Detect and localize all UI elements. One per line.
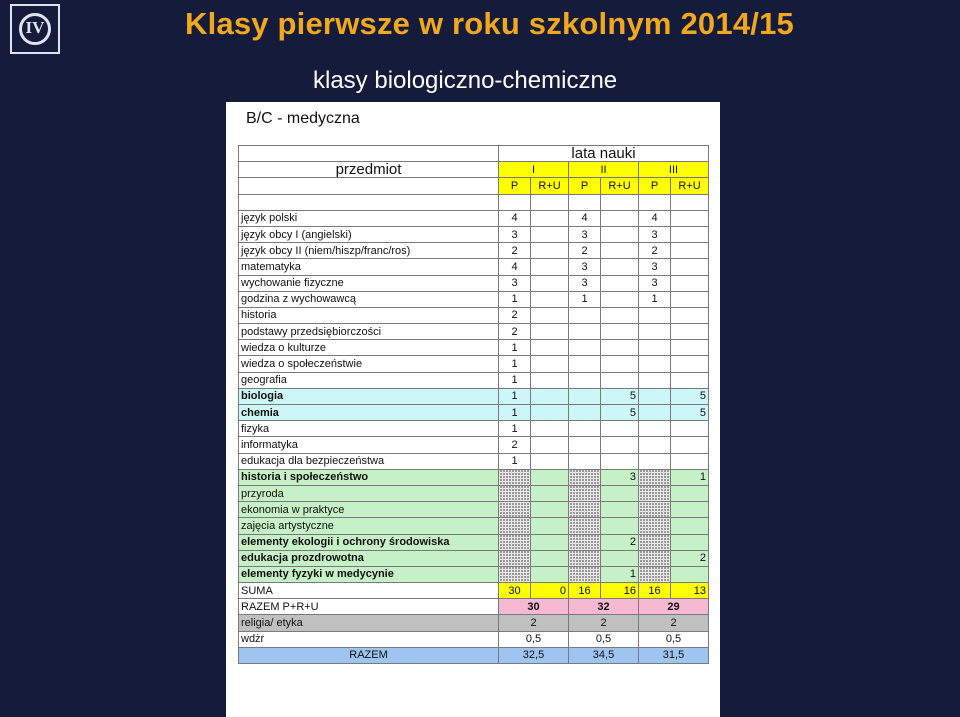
subheader-cell: R+U [531,178,569,194]
hours-cell: 1 [499,356,531,372]
subject-label: historia i społeczeństwo [239,469,499,485]
hours-cell [531,307,569,323]
razem-pru-label: RAZEM P+R+U [239,599,499,615]
hours-cell [531,210,569,226]
table-row [239,550,709,566]
hours-cell [531,356,569,372]
hours-cell [601,421,639,437]
blank-cell [239,146,499,162]
hours-cell: 2 [639,243,671,259]
razem-pru-cell: 30 [499,599,569,615]
hours-cell: 5 [601,388,639,404]
year-header: III [639,162,709,178]
razem-label: RAZEM [239,647,499,663]
hours-cell [531,340,569,356]
hours-cell [671,340,709,356]
wdzr-cell: 0,5 [499,631,569,647]
hours-cell [601,275,639,291]
hours-cell: 3 [601,469,639,485]
hours-cell: 3 [639,275,671,291]
hours-cell [601,550,639,566]
hours-cell [531,550,569,566]
subject-label: ekonomia w praktyce [239,502,499,518]
hours-cell [531,243,569,259]
hours-cell [531,453,569,469]
hours-cell: 2 [499,243,531,259]
hours-cell: 4 [499,259,531,275]
razem-cell: 34,5 [569,647,639,663]
hours-cell: 1 [499,421,531,437]
table-row [239,405,709,421]
hours-cell: 4 [639,210,671,226]
hours-cell [639,388,671,404]
hours-cell [601,502,639,518]
hours-cell [569,566,601,582]
hours-cell [569,421,601,437]
suma-cell: 16 [601,583,639,599]
hours-cell [569,550,601,566]
hours-cell [639,356,671,372]
hours-cell [569,324,601,340]
subject-label: matematyka [239,259,499,275]
subject-label: język obcy II (niem/hiszp/franc/ros) [239,243,499,259]
subject-label: historia [239,307,499,323]
hours-cell [639,405,671,421]
logo-text: IV [25,18,45,37]
hours-cell [601,372,639,388]
subject-label: fizyka [239,421,499,437]
subject-label: chemia [239,405,499,421]
hours-cell: 1 [499,340,531,356]
hours-cell [671,437,709,453]
razem-pru-cell: 29 [639,599,709,615]
religia-label: religia/ etyka [239,615,499,631]
table-row [239,291,709,307]
subheader-cell: P [639,178,671,194]
subject-label: informatyka [239,437,499,453]
hours-cell [671,566,709,582]
subject-label: język obcy I (angielski) [239,226,499,242]
hours-cell [569,485,601,501]
subject-label: geografia [239,372,499,388]
table-row [239,502,709,518]
hours-cell [569,453,601,469]
hours-cell [601,307,639,323]
hours-cell [671,226,709,242]
hours-cell [531,502,569,518]
schedule-sheet [226,102,720,717]
hours-cell [531,259,569,275]
hours-cell [569,405,601,421]
hours-cell: 3 [569,226,601,242]
hours-cell [531,485,569,501]
hours-cell [601,485,639,501]
hours-cell [531,437,569,453]
subject-label: zajęcia artystyczne [239,518,499,534]
hours-cell: 1 [601,566,639,582]
hours-cell [531,534,569,550]
hours-cell [531,405,569,421]
subject-hours-table [238,145,709,664]
hours-cell: 1 [499,388,531,404]
hours-cell [569,518,601,534]
subject-label: elementy ekologii i ochrony środowiska [239,534,499,550]
hours-cell [639,307,671,323]
religia-cell: 2 [569,615,639,631]
hours-cell [499,485,531,501]
subject-label: edukacja dla bezpieczeństwa [239,453,499,469]
subject-label: godzina z wychowawcą [239,291,499,307]
school-logo [10,4,60,54]
hours-cell [531,275,569,291]
hours-cell [601,291,639,307]
subject-label: elementy fyzyki w medycynie [239,566,499,582]
hours-cell: 2 [499,324,531,340]
subject-label: biologia [239,388,499,404]
hours-cell [569,372,601,388]
hours-cell [499,566,531,582]
suma-cell: 0 [531,583,569,599]
hours-cell [601,243,639,259]
year-header: I [499,162,569,178]
hours-cell [531,226,569,242]
table-row [239,534,709,550]
hours-cell [601,226,639,242]
hours-cell: 1 [499,291,531,307]
hours-cell [639,421,671,437]
spacer-cell [239,194,499,210]
suma-cell: 16 [569,583,601,599]
table-row [239,243,709,259]
hours-cell [639,566,671,582]
table-row [239,356,709,372]
subject-label: edukacja prozdrowotna [239,550,499,566]
table-row [239,469,709,485]
subheader-cell: R+U [671,178,709,194]
hours-cell: 1 [671,469,709,485]
hours-cell: 1 [639,291,671,307]
lata-nauki-header: lata nauki [499,146,709,162]
table-row [239,388,709,404]
spacer-cell [601,194,639,210]
blank-cell [239,178,499,194]
hours-cell: 2 [671,550,709,566]
table-row [239,372,709,388]
subject-label: wiedza o społeczeństwie [239,356,499,372]
hours-cell [601,356,639,372]
table-row [239,518,709,534]
hours-cell [601,210,639,226]
table-row [239,275,709,291]
hours-cell [569,388,601,404]
hours-cell: 5 [671,405,709,421]
hours-cell [639,502,671,518]
subheader-cell: P [569,178,601,194]
hours-cell [569,534,601,550]
wdzr-label: wdżr [239,631,499,647]
hours-cell [601,259,639,275]
hours-cell [601,324,639,340]
spacer-cell [499,194,531,210]
page-subtitle: klasy biologiczno-chemiczne [313,67,618,94]
hours-cell [639,485,671,501]
hours-cell: 3 [569,275,601,291]
hours-cell [639,437,671,453]
subject-label: wychowanie fizyczne [239,275,499,291]
hours-cell [671,372,709,388]
hours-cell [671,502,709,518]
subject-label: wiedza o kulturze [239,340,499,356]
table-row [239,324,709,340]
hours-cell [639,453,671,469]
hours-cell [569,437,601,453]
hours-cell [569,502,601,518]
hours-cell [569,469,601,485]
hours-cell: 3 [499,275,531,291]
wdzr-cell: 0,5 [639,631,709,647]
suma-cell: 13 [671,583,709,599]
suma-cell: 16 [639,583,671,599]
sheet-title: B/C - medyczna [246,110,360,127]
hours-cell: 2 [499,437,531,453]
hours-cell: 4 [499,210,531,226]
religia-cell: 2 [639,615,709,631]
hours-cell [639,372,671,388]
hours-cell [531,566,569,582]
razem-pru-cell: 32 [569,599,639,615]
hours-cell: 3 [639,226,671,242]
hours-cell [671,307,709,323]
hours-cell [601,518,639,534]
hours-cell [671,291,709,307]
hours-cell: 2 [499,307,531,323]
religia-cell: 2 [499,615,569,631]
table-row [239,421,709,437]
table-row [239,307,709,323]
hours-cell [499,534,531,550]
hours-cell [671,356,709,372]
hours-cell [499,469,531,485]
table-row [239,566,709,582]
hours-cell [531,324,569,340]
spacer-cell [639,194,671,210]
hours-cell: 3 [569,259,601,275]
spacer-cell [531,194,569,210]
hours-cell: 3 [499,226,531,242]
hours-cell [671,485,709,501]
hours-cell [569,340,601,356]
hours-cell [639,340,671,356]
hours-cell: 1 [499,453,531,469]
hours-cell [499,502,531,518]
hours-cell [671,534,709,550]
hours-cell [671,275,709,291]
hours-cell [639,518,671,534]
hours-cell [671,243,709,259]
hours-cell [569,307,601,323]
table-row [239,437,709,453]
spacer-cell [671,194,709,210]
page-title: Klasy pierwsze w roku szkolnym 2014/15 [185,6,794,41]
hours-cell: 4 [569,210,601,226]
table-row [239,226,709,242]
przedmiot-header: przedmiot [239,162,499,178]
subject-label: podstawy przedsiębiorczości [239,324,499,340]
subheader-cell: P [499,178,531,194]
razem-cell: 31,5 [639,647,709,663]
hours-cell: 2 [569,243,601,259]
table-row [239,340,709,356]
hours-cell [671,421,709,437]
hours-cell [671,210,709,226]
table-row [239,210,709,226]
hours-cell [639,324,671,340]
table-row [239,453,709,469]
hours-cell: 1 [499,372,531,388]
hours-cell: 5 [671,388,709,404]
year-header: II [569,162,639,178]
table-row [239,485,709,501]
hours-cell [499,550,531,566]
hours-cell [531,518,569,534]
wdzr-cell: 0,5 [569,631,639,647]
hours-cell [601,453,639,469]
hours-cell: 1 [499,405,531,421]
razem-cell: 32,5 [499,647,569,663]
hours-cell: 1 [569,291,601,307]
hours-cell [531,388,569,404]
subject-label: język polski [239,210,499,226]
subject-label: przyroda [239,485,499,501]
hours-cell [601,437,639,453]
subheader-cell: R+U [601,178,639,194]
suma-label: SUMA [239,583,499,599]
hours-cell [671,324,709,340]
hours-cell [639,550,671,566]
hours-cell [671,518,709,534]
hours-cell: 5 [601,405,639,421]
hours-cell [671,453,709,469]
spacer-cell [569,194,601,210]
suma-cell: 30 [499,583,531,599]
hours-cell [531,372,569,388]
hours-cell [569,356,601,372]
hours-cell [499,518,531,534]
hours-cell [531,291,569,307]
hours-cell [531,421,569,437]
hours-cell [601,340,639,356]
hours-cell [531,469,569,485]
hours-cell [639,469,671,485]
hours-cell: 3 [639,259,671,275]
hours-cell: 2 [601,534,639,550]
table-row [239,259,709,275]
hours-cell [671,259,709,275]
hours-cell [639,534,671,550]
